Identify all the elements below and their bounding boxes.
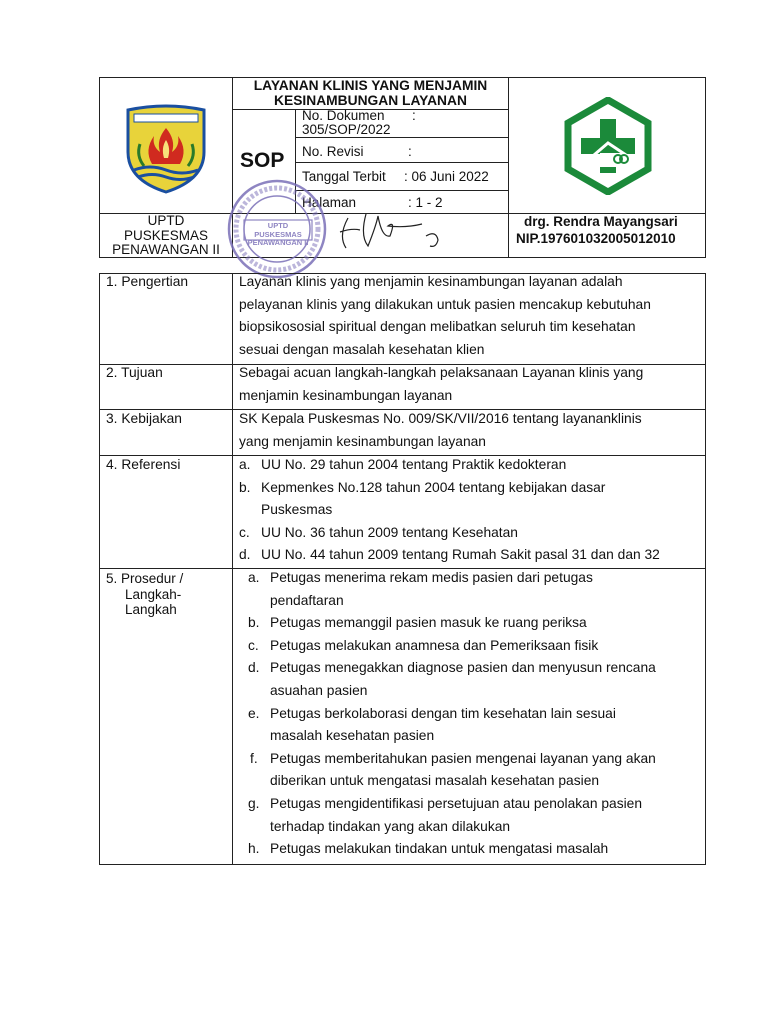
section-1-line: pelayanan klinis yang dilakukan untuk pasien mencakup kebutuhan (239, 296, 651, 312)
list-marker: c. (248, 637, 259, 653)
section-1-content (239, 271, 651, 361)
list-marker: g. (248, 795, 260, 811)
signer-name: drg. Rendra Mayangsari (524, 214, 678, 229)
title-line-1: LAYANAN KLINIS YANG MENJAMIN (253, 78, 488, 93)
list-item (239, 477, 699, 522)
list-item (248, 703, 703, 748)
list-text-line: Petugas menerima rekam medis pasien dari petugas (270, 570, 593, 585)
sop-label: SOP (240, 149, 285, 172)
list-text (270, 703, 616, 748)
list-item (239, 544, 699, 567)
list-text: Petugas melakukan anamnesa dan Pemeriksaan fisik (270, 637, 599, 653)
list-item (248, 838, 703, 861)
list-marker: a. (239, 457, 251, 472)
org-line-1: UPTD (147, 213, 185, 228)
referensi-list (239, 454, 699, 567)
stamp-line-1: UPTD PUSKESMAS (254, 221, 302, 239)
kabupaten-logo (120, 100, 212, 194)
list-text-line: asuahan pasien (270, 682, 368, 698)
list-marker: d. (248, 660, 260, 676)
list-item (239, 522, 699, 545)
section-5-label-line: 5. Prosedur / (106, 571, 184, 586)
list-text (270, 793, 642, 838)
list-item (248, 657, 703, 702)
section-3-line: SK Kepala Puskesmas No. 009/SK/VII/2016 tentang layananklinis (239, 411, 642, 426)
official-stamp (224, 178, 330, 280)
document-title (233, 78, 508, 108)
section-4-label: 4. Referensi (106, 457, 181, 472)
section-3-line: yang menjamin kesinambungan layanan (239, 433, 486, 449)
section-2-content (239, 362, 643, 407)
prosedur-list (248, 567, 703, 861)
list-marker: e. (248, 705, 260, 721)
list-item (248, 612, 703, 635)
doc-no-colon: : (412, 108, 416, 123)
list-text-line: Petugas menegakkan diagnose pasien dan menyusun rencana (270, 660, 656, 676)
doc-no-value: 305/SOP/2022 (302, 122, 391, 137)
halaman-value: : 1 - 2 (408, 195, 443, 210)
list-text (270, 657, 656, 702)
section-5-label-line: Langkah- (125, 586, 182, 602)
list-text (270, 567, 593, 612)
list-item (248, 793, 703, 838)
list-marker: b. (239, 479, 251, 495)
org-line-3: PENAWANGAN II (112, 242, 220, 257)
title-line-2: KESINAMBUNGAN LAYANAN (274, 93, 467, 108)
list-marker: d. (239, 547, 251, 563)
section-3-label: 3. Kebijakan (106, 411, 182, 426)
section-5-label (106, 571, 183, 618)
org-line-2: PUSKESMAS (123, 227, 209, 243)
list-text-line: Kepmenkes No.128 tahun 2004 tentang kebijakan dasar (261, 479, 606, 495)
list-text (270, 748, 656, 793)
stamp-inner-text (244, 222, 312, 248)
tanggal-value: : 06 Juni 2022 (404, 169, 489, 184)
stamp-line-2: PENAWANGAN II (247, 238, 309, 247)
tanggal-label: Tanggal Terbit (302, 169, 386, 184)
doc-no-label: No. Dokumen (302, 108, 385, 123)
list-item (239, 454, 699, 477)
section-1-label: 1. Pengertian (106, 274, 189, 289)
list-text: Petugas memanggil pasien masuk ke ruang periksa (270, 615, 587, 631)
section-2-label: 2. Tujuan (106, 365, 163, 380)
list-text: Petugas melakukan tindakan untuk mengatasi masalah (270, 841, 609, 857)
list-text-line: pendaftaran (270, 592, 344, 608)
organisation-name (100, 214, 232, 258)
list-text (261, 477, 605, 522)
list-item (248, 635, 703, 658)
signer-nip: NIP.197601032005012010 (516, 231, 676, 246)
list-text-line: masalah kesehatan pasien (270, 728, 435, 744)
list-item (248, 567, 703, 612)
section-1-line: Layanan klinis yang menjamin kesinambungan layanan adalah (239, 274, 623, 289)
halaman-label: Halaman (302, 195, 357, 210)
section-5-label-line: Langkah (125, 602, 177, 617)
list-text-line: terhadap tindakan yang akan dilakukan (270, 818, 511, 834)
list-text: UU No. 29 tahun 2004 tentang Praktik kedokteran (261, 457, 567, 472)
list-marker: c. (239, 524, 250, 540)
list-item (248, 748, 703, 793)
list-text-line: Puskesmas (261, 502, 333, 518)
section-2-line: Sebagai acuan langkah-langkah pelaksanaan Layanan klinis yang (239, 365, 644, 380)
list-text-line: diberikan untuk mengatasi masalah kesehatan pasien (270, 773, 600, 789)
list-marker: a. (248, 570, 260, 585)
list-text: UU No. 36 tahun 2009 tentang Kesehatan (261, 524, 518, 540)
list-marker: b. (248, 615, 260, 631)
revisi-label: No. Revisi (302, 144, 364, 159)
list-text-line: Petugas memberitahukan pasien mengenai layanan yang akan (270, 750, 656, 766)
list-text-line: Petugas mengidentifikasi persetujuan atau penolakan pasien (270, 795, 643, 811)
list-text: UU No. 44 tahun 2009 tentang Rumah Sakit pasal 31 dan dan 32 (261, 547, 660, 563)
section-3-content (239, 408, 642, 453)
section-2-line: menjamin kesinambungan layanan (239, 387, 453, 403)
section-1-line: sesuai dengan masalah kesehatan klien (239, 341, 485, 357)
revisi-colon: : (408, 144, 412, 159)
section-1-line: biopsikososial spiritual dengan melibatkan seluruh tim kesehatan (239, 319, 636, 335)
puskesmas-logo (560, 97, 656, 195)
signature (326, 206, 456, 256)
list-marker: h. (248, 841, 260, 857)
list-text-line: Petugas berkolaborasi dengan tim kesehatan lain sesuai (270, 705, 616, 721)
list-marker: f. (250, 750, 258, 766)
